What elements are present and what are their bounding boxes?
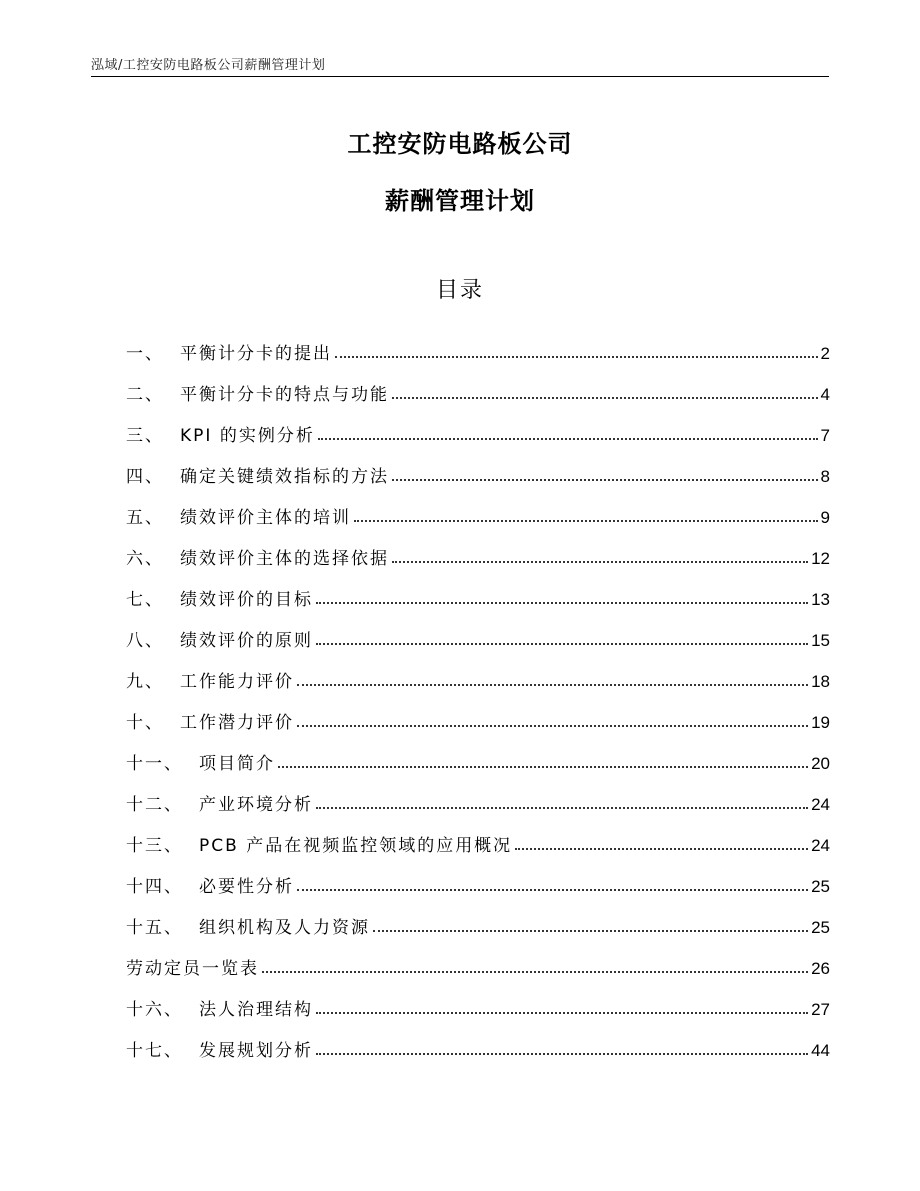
toc-entry-page: 44 [811,1041,830,1060]
toc-entry-number: 二、 [126,385,164,405]
toc-entry-number: 四、 [126,467,164,487]
toc-entry-page: 8 [820,467,830,486]
document-subtitle: 薪酬管理计划 [385,187,535,215]
toc-entry-page: 25 [811,877,830,896]
toc-entry-label: 法人治理结构 [199,1000,313,1020]
toc-entry-number: 十一、 [126,754,183,774]
toc-entry[interactable] [126,487,830,528]
toc-entry-number: 三、 [126,426,164,446]
dot-leader [392,479,818,481]
toc-entry-label: 工作潜力评价 [180,713,294,733]
toc-entry-number: 十三、 [126,836,183,856]
toc-entry[interactable] [126,774,830,815]
toc-entry-page: 26 [811,959,830,978]
toc-entry-page: 19 [811,713,830,732]
toc-entry-page: 24 [811,836,830,855]
toc-entry[interactable] [126,364,830,405]
dot-leader [515,848,808,850]
running-header: 泓域/工控安防电路板公司薪酬管理计划 [91,58,326,73]
dot-leader [316,807,808,809]
toc-entry[interactable] [126,979,830,1020]
toc-entry-label: 劳动定员一览表 [126,959,259,979]
toc-entry-label: 项目简介 [199,754,275,774]
dot-leader [316,602,808,604]
dot-leader [278,766,808,768]
toc-entry-label: KPI 的实例分析 [180,426,315,446]
toc-entry-label: 平衡计分卡的特点与功能 [180,385,389,405]
toc-entry-number: 十四、 [126,877,183,897]
toc-entry[interactable] [126,692,830,733]
dot-leader [354,520,818,522]
dot-leader [392,561,808,563]
dot-leader [297,889,808,891]
toc-entry-page: 20 [811,754,830,773]
toc-entry-label: 发展规划分析 [199,1041,313,1061]
toc-entry-number: 十、 [126,713,164,733]
toc-entry-label: 绩效评价的目标 [180,590,313,610]
toc-entry[interactable] [126,1020,830,1061]
toc-entry-page: 4 [820,385,830,404]
toc-entry-label: 组织机构及人力资源 [199,918,370,938]
toc-entry-label: 绩效评价的原则 [180,631,313,651]
dot-leader [297,725,808,727]
toc-entry[interactable] [126,938,830,979]
toc-entry-page: 2 [820,344,830,363]
toc-entry[interactable] [126,569,830,610]
toc-entry[interactable] [126,733,830,774]
toc-entry-page: 13 [811,590,830,609]
dot-leader [373,930,808,932]
toc-entry[interactable] [126,528,830,569]
dot-leader [335,356,818,358]
table-of-contents [126,323,830,1061]
toc-entry-page: 25 [811,918,830,937]
toc-entry-page: 15 [811,631,830,650]
toc-entry-label: 绩效评价主体的培训 [180,508,351,528]
dot-leader [262,971,808,973]
toc-entry-label: 确定关键绩效指标的方法 [180,467,389,487]
toc-entry[interactable] [126,323,830,364]
toc-entry[interactable] [126,651,830,692]
toc-entry-page: 9 [820,508,830,527]
toc-entry[interactable] [126,897,830,938]
toc-entry-label: 产业环境分析 [199,795,313,815]
toc-entry-number: 九、 [126,672,164,692]
toc-entry-number: 七、 [126,590,164,610]
toc-entry-label: PCB 产品在视频监控领域的应用概况 [199,836,513,856]
toc-entry-label: 平衡计分卡的提出 [180,344,332,364]
dot-leader [316,643,808,645]
header-divider [91,76,829,77]
toc-entry[interactable] [126,815,830,856]
toc-entry-number: 十二、 [126,795,183,815]
toc-entry-page: 24 [811,795,830,814]
toc-entry-number: 一、 [126,344,164,364]
toc-entry-number: 八、 [126,631,164,651]
toc-entry-label: 必要性分析 [199,877,294,897]
toc-entry[interactable] [126,405,830,446]
toc-entry[interactable] [126,856,830,897]
toc-entry-page: 12 [811,549,830,568]
toc-entry-number: 十六、 [126,1000,183,1020]
toc-entry-page: 7 [820,426,830,445]
toc-entry-label: 绩效评价主体的选择依据 [180,549,389,569]
dot-leader [316,1053,808,1055]
toc-entry[interactable] [126,610,830,651]
toc-entry-page: 18 [811,672,830,691]
toc-entry-number: 十七、 [126,1041,183,1061]
toc-entry-page: 27 [811,1000,830,1019]
dot-leader [392,397,818,399]
toc-entry[interactable] [126,446,830,487]
toc-entry-number: 六、 [126,549,164,569]
dot-leader [297,684,808,686]
toc-entry-label: 工作能力评价 [180,672,294,692]
dot-leader [318,438,818,440]
toc-entry-number: 十五、 [126,918,183,938]
toc-heading: 目录 [435,278,484,303]
dot-leader [316,1012,808,1014]
toc-entry-number: 五、 [126,508,164,528]
document-title: 工控安防电路板公司 [347,130,573,158]
